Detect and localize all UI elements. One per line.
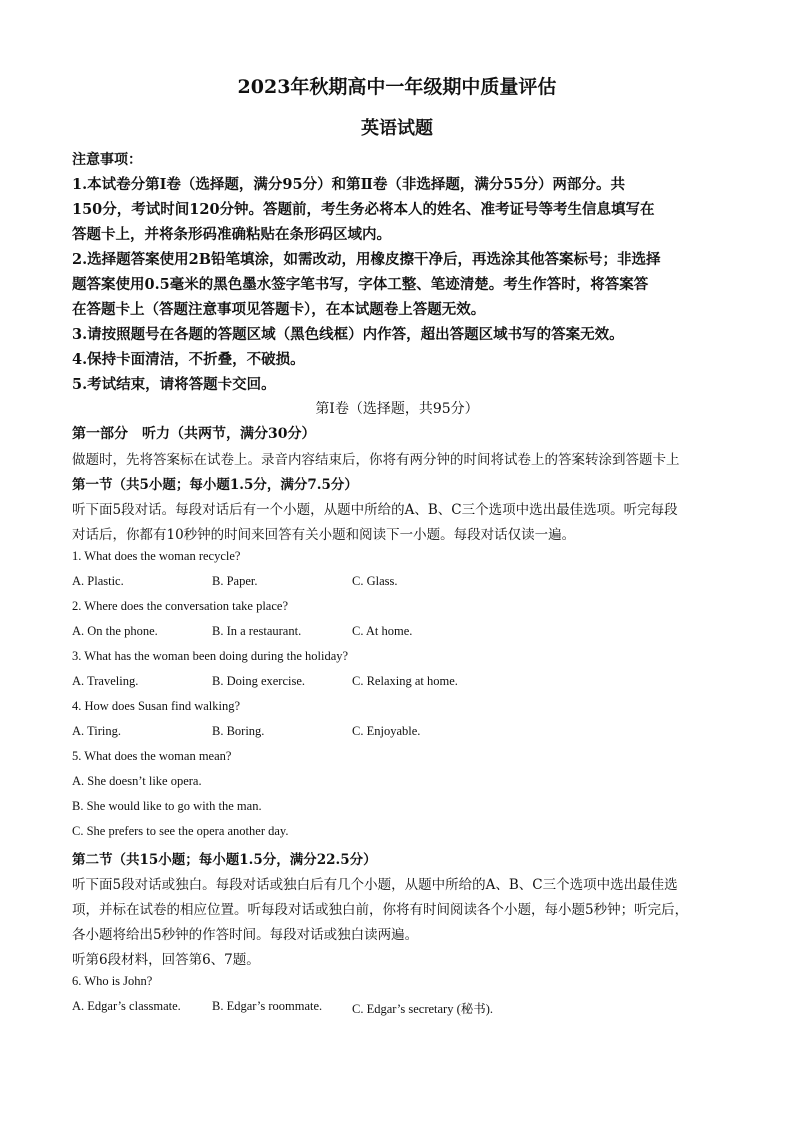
notice-line: 在答题卡上（答题注意事项见答题卡），在本试题卷上答题无效。 <box>72 301 486 318</box>
section2-instruction: 听下面5段对话或独白。每段对话或独白后有几个小题，从题中所给的A、B、C三个选项中选出最佳选 <box>72 877 678 893</box>
question-3-option-b: B. Doing exercise. <box>212 674 306 688</box>
question-6-option-b: B. Edgar’s roommate. <box>212 999 323 1013</box>
question-6-stem: 6. Who is John? <box>72 974 153 988</box>
question-6-option-a: A. Edgar’s classmate. <box>72 999 181 1013</box>
question-5-option-b: B. She would like to go with the man. <box>72 799 262 813</box>
section2-instruction: 项，并标在试卷的相应位置。听每段对话或独白前，你将有时间阅读各个小题，每小题5秒钟；听完后， <box>72 902 689 918</box>
question-2-option-c: C. At home. <box>352 624 413 638</box>
question-3-option-a: A. Traveling. <box>72 674 139 688</box>
question-5-stem: 5. What does the woman mean? <box>72 749 232 763</box>
section2-instruction: 各小题将给出5秒钟的作答时间。每段对话或独白读两遍。 <box>72 927 419 943</box>
notice-line: 4.保持卡面清洁，不折叠，不破损。 <box>72 351 305 368</box>
exam-subtitle: 英语试题 <box>361 118 433 139</box>
part1-title: 第一部分 听力（共两节，满分30分） <box>72 426 316 442</box>
material-note: 听第6段材料，回答第6、7题。 <box>72 952 260 968</box>
notice-line: 2.选择题答案使用2B铅笔填涂，如需改动，用橡皮擦干净后，再选涂其他答案标号；非选择 <box>72 251 661 268</box>
exam-title: 2023年秋期高中一年级期中质量评估 <box>237 76 557 98</box>
part1-instruction: 做题时，先将答案标在试卷上。录音内容结束后，你将有两分钟的时间将试卷上的答案转涂到答题卡上 <box>72 452 680 468</box>
notice-line: 题答案使用0.5毫米的黑色墨水签字笔书写，字体工整、笔迹清楚。考生作答时，将答案答 <box>72 276 649 293</box>
question-3-stem: 3. What has the woman been doing during the holiday? <box>72 649 349 663</box>
question-2-option-a: A. On the phone. <box>72 624 158 638</box>
section1-instruction: 听下面5段对话。每段对话后有一个小题，从题中所给的A、B、C三个选项中选出最佳选项。听完每段 <box>72 502 678 518</box>
question-2-stem: 2. Where does the conversation take place? <box>72 599 288 613</box>
notice-line: 5.考试结束，请将答题卡交回。 <box>72 376 276 393</box>
question-1-option-a: A. Plastic. <box>72 574 124 588</box>
question-5-option-a: A. She doesn’t like opera. <box>72 774 202 788</box>
question-2-option-b: B. In a restaurant. <box>212 624 302 638</box>
notice-line: 答题卡上，并将条形码准确粘贴在条形码区域内。 <box>72 226 391 243</box>
question-4-stem: 4. How does Susan find walking? <box>72 699 241 713</box>
notice-line: 3.请按照题号在各题的答题区域（黑色线框）内作答，超出答题区域书写的答案无效。 <box>72 326 624 343</box>
notice-heading: 注意事项： <box>72 152 142 168</box>
notice-line: 1.本试卷分第Ⅰ卷（选择题，满分95分）和第Ⅱ卷（非选择题，满分55分）两部分。共 <box>72 176 625 193</box>
question-1-option-b: B. Paper. <box>212 574 258 588</box>
question-1-stem: 1. What does the woman recycle? <box>72 549 241 563</box>
volume-title: 第Ⅰ卷（选择题，共95分） <box>315 401 479 417</box>
notice-line: 150分，考试时间120分钟。答题前，考生务必将本人的姓名、准考证号等考生信息填写在 <box>72 201 655 218</box>
section1-instruction: 对话后，你都有10秒钟的时间来回答有关小题和阅读下一小题。每段对话仅读一遍。 <box>72 527 576 543</box>
question-4-option-c: C. Enjoyable. <box>352 724 421 738</box>
question-4-option-a: A. Tiring. <box>72 724 121 738</box>
question-4-option-b: B. Boring. <box>212 724 265 738</box>
question-6-option-c: C. Edgar’s secretary (秘书). <box>352 1002 494 1016</box>
question-1-option-c: C. Glass. <box>352 574 398 588</box>
section2-title: 第二节（共15小题；每小题1.5分，满分22.5分） <box>72 852 377 868</box>
section1-title: 第一节（共5小题；每小题1.5分，满分7.5分） <box>72 477 358 493</box>
question-3-option-c: C. Relaxing at home. <box>352 674 458 688</box>
question-5-option-c: C. She prefers to see the opera another day. <box>72 824 289 838</box>
